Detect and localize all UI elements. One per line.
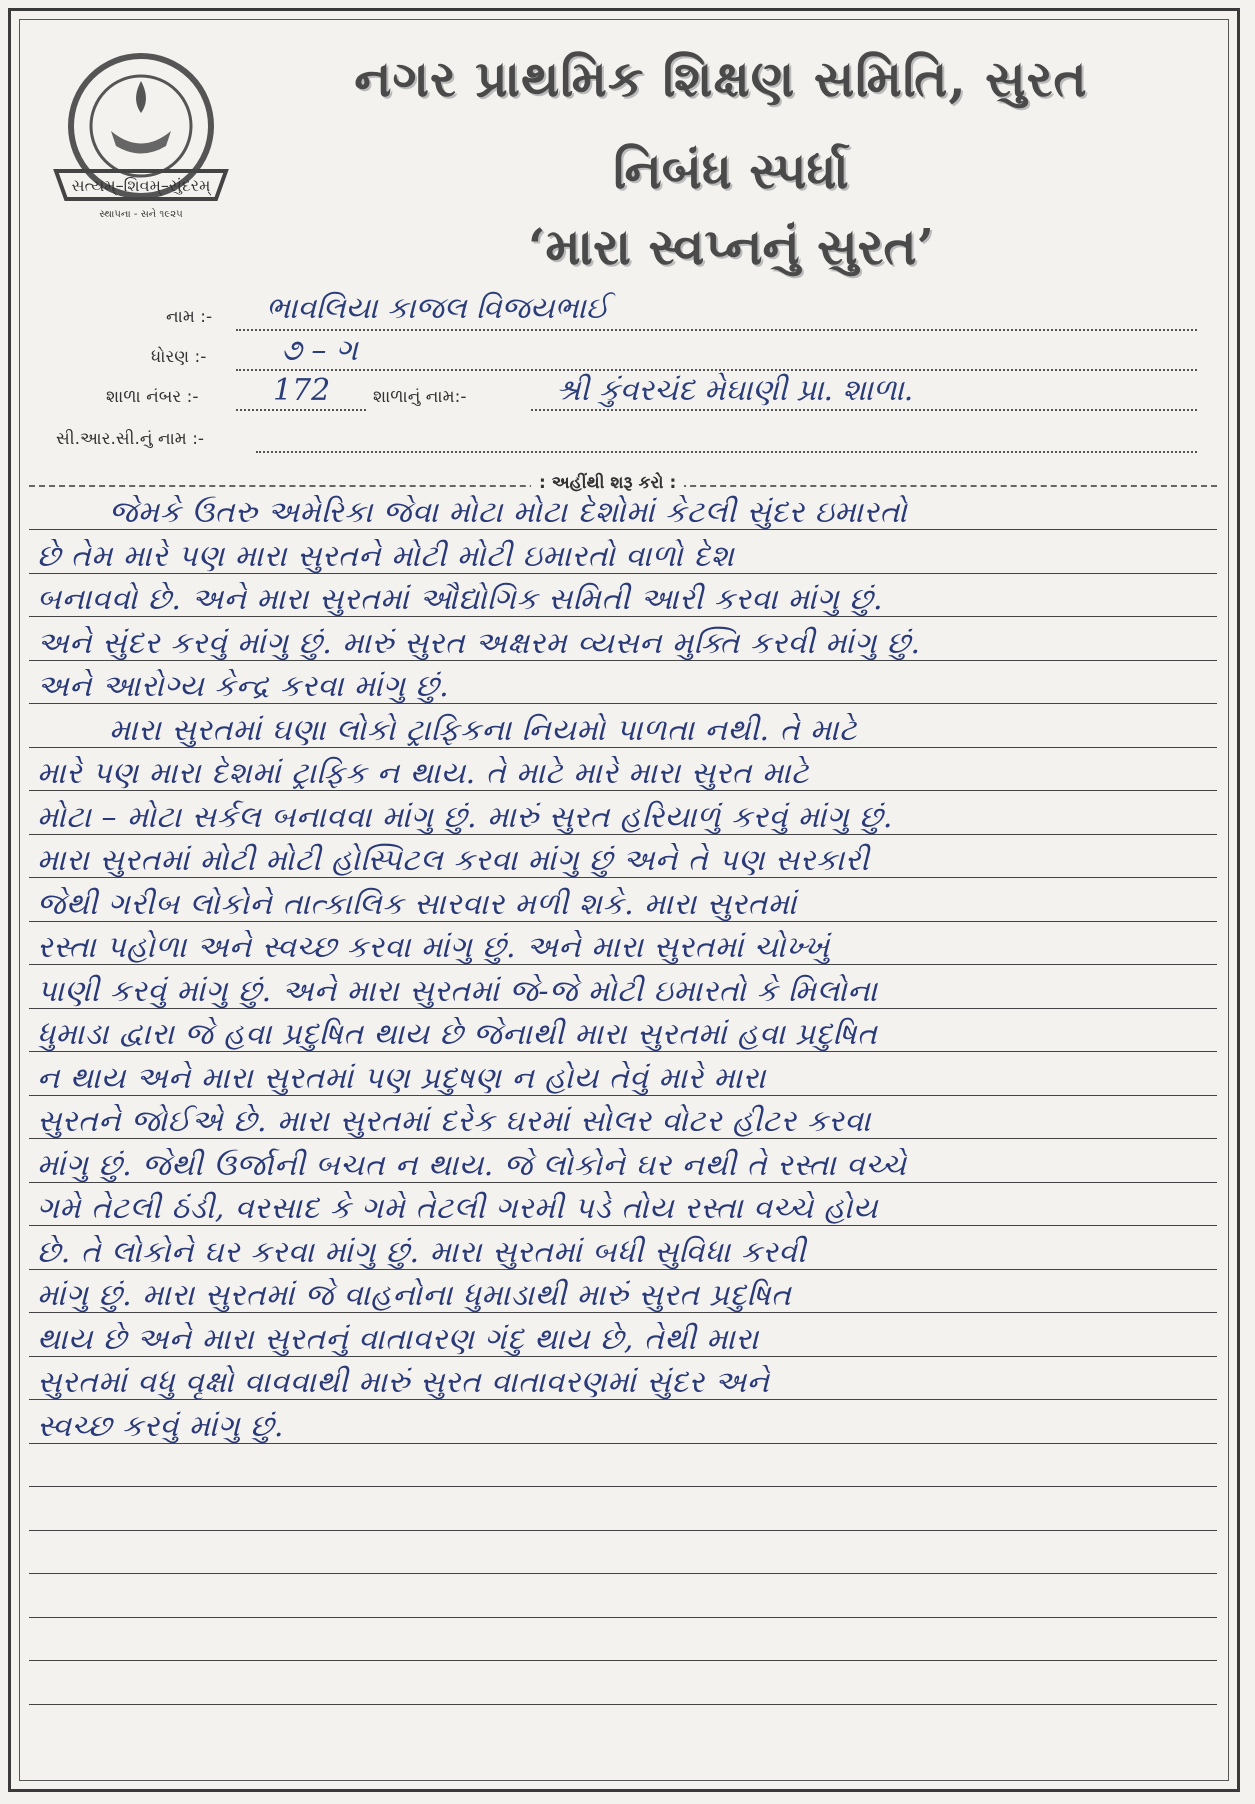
essay-line: મારા સુરતમાં ઘણા લોકો ટ્રાફિકના નિયમો પાળતા નથી. તે માટે (109, 712, 857, 748)
school-no-label: શાળા નંબર :- (106, 387, 199, 407)
essay-line: છે. તે લોકોને ઘર કરવા માંગુ છું. મારા સુરતમાં બધી સુવિધા કરવી (37, 1234, 807, 1270)
name-value: ભાવલિયા કાજલ વિજયભાઈ (266, 291, 610, 326)
essay-line: મારા સુરતમાં મોટી મોટી હોસ્પિટલ કરવા માંગુ છું અને તે પણ સરકારી (37, 843, 870, 878)
essay-sheet (8, 8, 1240, 1792)
school-name-value: શ્રી કુંવરચંદ મેઘાણી પ્રા. શાળા. (556, 373, 914, 408)
essay-line: સુરતમાં વધુ વૃક્ષો વાવવાથી મારું સુરત વાતાવરણમાં સુંદર અને (37, 1365, 770, 1400)
school-name-line (531, 409, 1197, 411)
ruled-line (29, 1573, 1217, 1574)
samiti-logo (41, 51, 241, 221)
org-title: નગર પ્રાથમિક શિક્ષણ સમિતિ, સુરત (354, 49, 1088, 108)
essay-line: રસ્તા પહોળા અને સ્વચ્છ કરવા માંગુ છું. અને મારા સુરતમાં ચોખ્ખું (37, 930, 830, 965)
school-name-label: શાળાનું નામ:- (373, 387, 467, 407)
std-line (236, 369, 1197, 371)
essay-line: પાણી કરવું માંગુ છું. અને મારા સુરતમાં જે-જે મોટી ઇમારતો કે મિલોના (37, 973, 878, 1009)
essay-line: જેથી ગરીબ લોકોને તાત્કાલિક સારવાર મળી શકે. મારા સુરતમાં (37, 886, 797, 922)
logo-established: સ્થાપના - સને ૧૯૨૫ (99, 209, 183, 220)
essay-theme: ‘મારા સ્વપ્નનું સુરત’ (527, 217, 935, 276)
essay-line: બનાવવો છે. અને મારા સુરતમાં ઔદ્યોગિક સમિતી આરી કરવા માંગુ છું. (37, 582, 884, 617)
essay-line: મોટા – મોટા સર્કલ બનાવવા માંગુ છું. મારું સુરત હરિયાળું કરવું માંગુ છું. (37, 799, 893, 835)
logo-motto: સત્યમ્–શિવમ્–સુંદરમ્ (71, 176, 211, 195)
essay-line: થાય છે અને મારા સુરતનું વાતાવરણ ગંદુ થાય છે, તેથી મારા (37, 1321, 759, 1357)
ruled-line (29, 1617, 1217, 1618)
essay-line: છે તેમ મારે પણ મારા સુરતને મોટી મોટી ઇમારતો વાળો દેશ (37, 538, 735, 574)
std-label: ધોરણ :- (151, 347, 207, 367)
crc-label: સી.આર.સી.નું નામ :- (56, 429, 205, 449)
crc-line (256, 451, 1197, 453)
essay-line: અને સુંદર કરવું માંગુ છું. મારું સુરત અક્ષરમ વ્યસન મુક્તિ કરવી માંગુ છું. (37, 625, 921, 661)
ruled-line (29, 1530, 1217, 1531)
essay-line: મારે પણ મારા દેશમાં ટ્રાફિક ન થાય. તે માટે મારે મારા સુરત માટે (37, 756, 809, 791)
essay-line: ગમે તેટલી ઠંડી, વરસાદ કે ગમે તેટલી ગરમી પડે તોય રસ્તા વચ્ચે હોય (37, 1191, 878, 1226)
ruled-line (29, 1660, 1217, 1661)
std-value: ૭ – ગ (281, 333, 358, 368)
school-no-value: 172 (273, 373, 331, 408)
ruled-writing-area (29, 495, 1217, 1771)
competition-title: નિબંધ સ્પર્ધા (613, 141, 849, 200)
essay-line: જેમકે ઉતરુ અમેરિકા જેવા મોટા મોટા દેશોમાં કેટલી સુંદર ઇમારતો (109, 495, 908, 530)
ruled-line (29, 1486, 1217, 1487)
school-no-line (236, 409, 366, 411)
name-line (236, 329, 1197, 331)
essay-line: માંગુ છું. મારા સુરતમાં જે વાહનોના ધુમાડાથી મારું સુરત પ્રદુષિત (37, 1278, 792, 1313)
essay-line: માંગુ છું. જેથી ઉર્જાની બચત ન થાય. જે લોકોને ઘર નથી તે રસ્તા વચ્ચે (37, 1147, 907, 1183)
essay-line: ધુમાડા દ્વારા જે હવા પ્રદુષિત થાય છે જેનાથી મારા સુરતમાં હવા પ્રદુષિત (37, 1017, 878, 1052)
start-here-label: : અહીંથી શરૂ કરો : (531, 473, 684, 493)
essay-line: સ્વચ્છ કરવું માંગુ છું. (37, 1408, 284, 1444)
essay-line: સુરતને જોઈએ છે. મારા સુરતમાં દરેક ઘરમાં સોલર વોટર હીટર કરવા (37, 1104, 871, 1139)
essay-line: અને આરોગ્ય કેન્દ્ર કરવા માંગુ છું. (37, 669, 450, 704)
essay-line: ન થાય અને મારા સુરતમાં પણ પ્રદુષણ ન હોય તેવું મારે મારા (37, 1060, 766, 1096)
name-label: નામ :- (166, 307, 213, 327)
ruled-line (29, 1704, 1217, 1705)
